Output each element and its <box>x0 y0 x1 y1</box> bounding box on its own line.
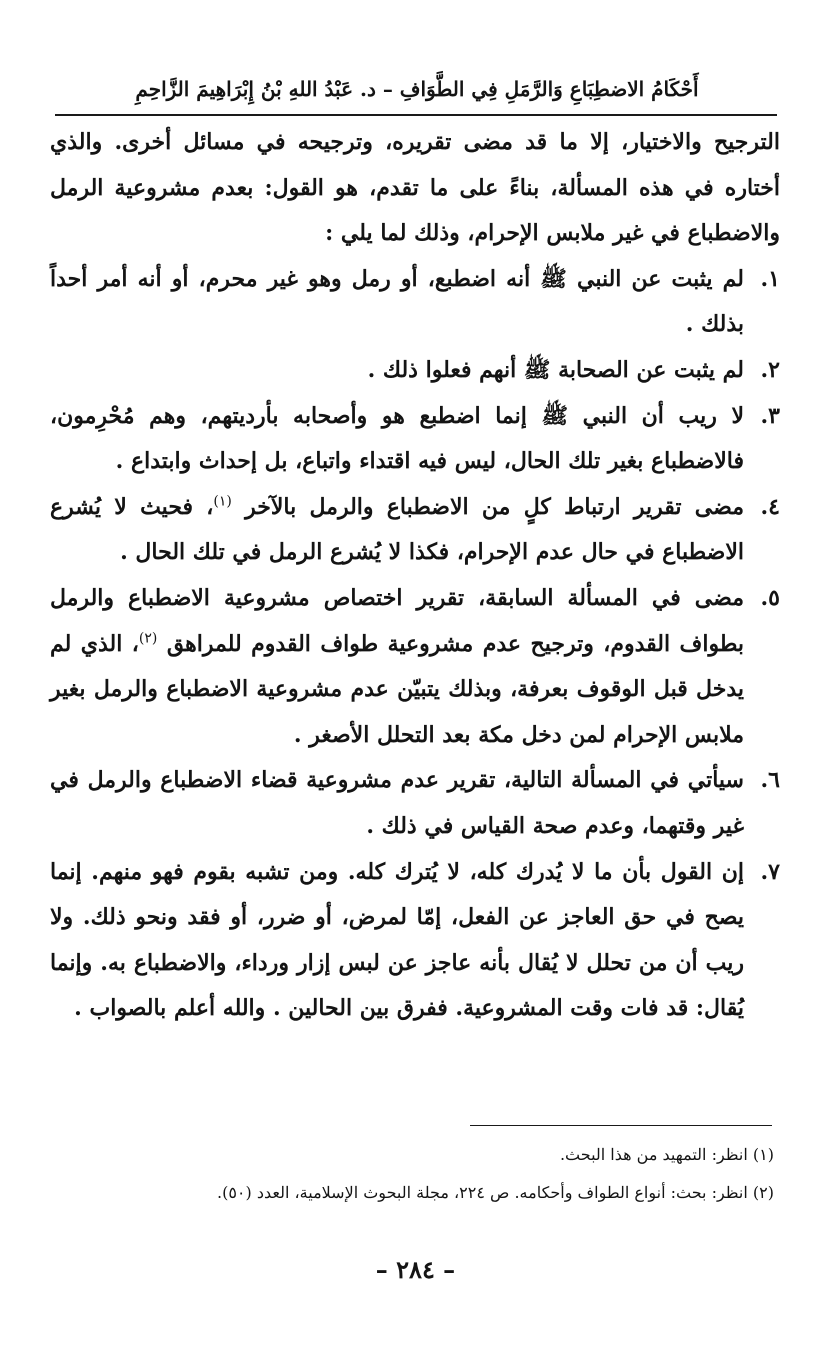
footnote-rule <box>470 1125 772 1126</box>
intro-paragraph: الترجيح والاختيار، إلا ما قد مضى تقريره، وترجيحه في مسائل أخرى. والذي أختاره في هذه المسألة، بناءً على ما تقدم، هو القول: بعدم مشروعية الرمل والاضطباع في غير ملابس الإحرام، وذلك لما يلي : <box>50 129 780 247</box>
footnote: (٢) انظر: بحث: أنواع الطواف وأحكامه. ص ٢٢٤، مجلة البحوث الإسلامية، العدد (٥٠). <box>217 1183 774 1202</box>
footnote-ref[interactable]: (١) <box>213 493 232 510</box>
list-item <box>50 394 780 485</box>
body-text <box>50 120 780 1032</box>
item-text <box>50 485 744 576</box>
item-text <box>50 576 744 758</box>
item-number: ٥. <box>760 584 780 611</box>
item-text: إن القول بأن ما لا يُدرك كله، لا يُترك كله. ومن تشبه بقوم فهو منهم. إنما يصح في حق العاجز عن الفعل، إمّا لمرض، أو ضرر، أو فقد ونحو ذلك. ولا ريب أن من تحلل لا يُقال بأنه عاجز عن لبس إزار ورداء، والاضطباع به. وإنما يُقال: قد فات وقت المشروعية. ففرق بين الحالين . والله أعلم بالصواب . <box>50 858 744 1022</box>
item-text: سيأتي في المسألة التالية، تقرير عدم مشروعية قضاء الاضطباع والرمل في غير وقتهما، وعدم صحة القياس في ذلك . <box>50 767 744 839</box>
list-item <box>50 850 780 1032</box>
item-number: ٣. <box>760 402 780 429</box>
item-number: ٧. <box>760 858 780 885</box>
item-text-part: مضى في المسألة السابقة، تقرير اختصاص مشروعية الاضطباع والرمل بطواف القدوم، وترجيح عدم مشروعية طواف القدوم للمراهق <box>50 584 744 657</box>
list-item <box>50 257 780 348</box>
item-number: ٢. <box>760 356 780 383</box>
item-number: ٤. <box>760 493 780 520</box>
list-item <box>50 758 780 849</box>
list-item <box>50 348 780 394</box>
footnote-ref[interactable]: (٢) <box>138 630 158 647</box>
footnote: (١) انظر: التمهيد من هذا البحث. <box>559 1145 774 1164</box>
list-item <box>50 576 780 758</box>
item-text: لا ريب أن النبي ﷺ إنما اضطبع هو وأصحابه بأرديتهم، وهم مُحْرِمون، فالاضطباع بغير تلك الحال، ليس فيه اقتداء واتباع، بل إحداث وابتداع . <box>50 402 744 475</box>
page-number: – ٢٨٤ – <box>375 1255 456 1284</box>
item-text-part: مضى تقرير ارتباط كلٍ من الاضطباع والرمل بالآخر <box>231 493 744 520</box>
reasons-list <box>50 257 780 1032</box>
item-number: ١. <box>760 265 780 292</box>
item-text: لم يثبت عن الصحابة ﷺ أنهم فعلوا ذلك . <box>367 356 744 383</box>
item-text: لم يثبت عن النبي ﷺ أنه اضطبع، أو رمل وهو غير محرم، أو أنه أمر أحداً بذلك . <box>50 265 744 338</box>
header-rule <box>55 114 777 116</box>
list-item <box>50 485 780 576</box>
running-head-title: أَحْكَامُ الاضطِبَاعِ وَالرَّمَلِ فِي الطَّوَافِ – د. عَبْدُ اللهِ بْنُ إِبْرَاهِيمَ الزَّاحِمِ <box>135 77 699 101</box>
item-number: ٦. <box>760 767 780 794</box>
footnotes <box>50 1136 774 1212</box>
item-text-part: ، فحيث لا يُشرع الاضطباع في حال عدم الإحرام، فكذا لا يُشرع الرمل في تلك الحال . <box>50 493 744 566</box>
item-text-part: ، الذي لم يدخل قبل الوقوف بعرفة، وبذلك يتبيّن عدم مشروعية الاضطباع والرمل بغير ملابس الإحرام لمن دخل مكة بعد التحلل الأصغر . <box>50 630 744 748</box>
